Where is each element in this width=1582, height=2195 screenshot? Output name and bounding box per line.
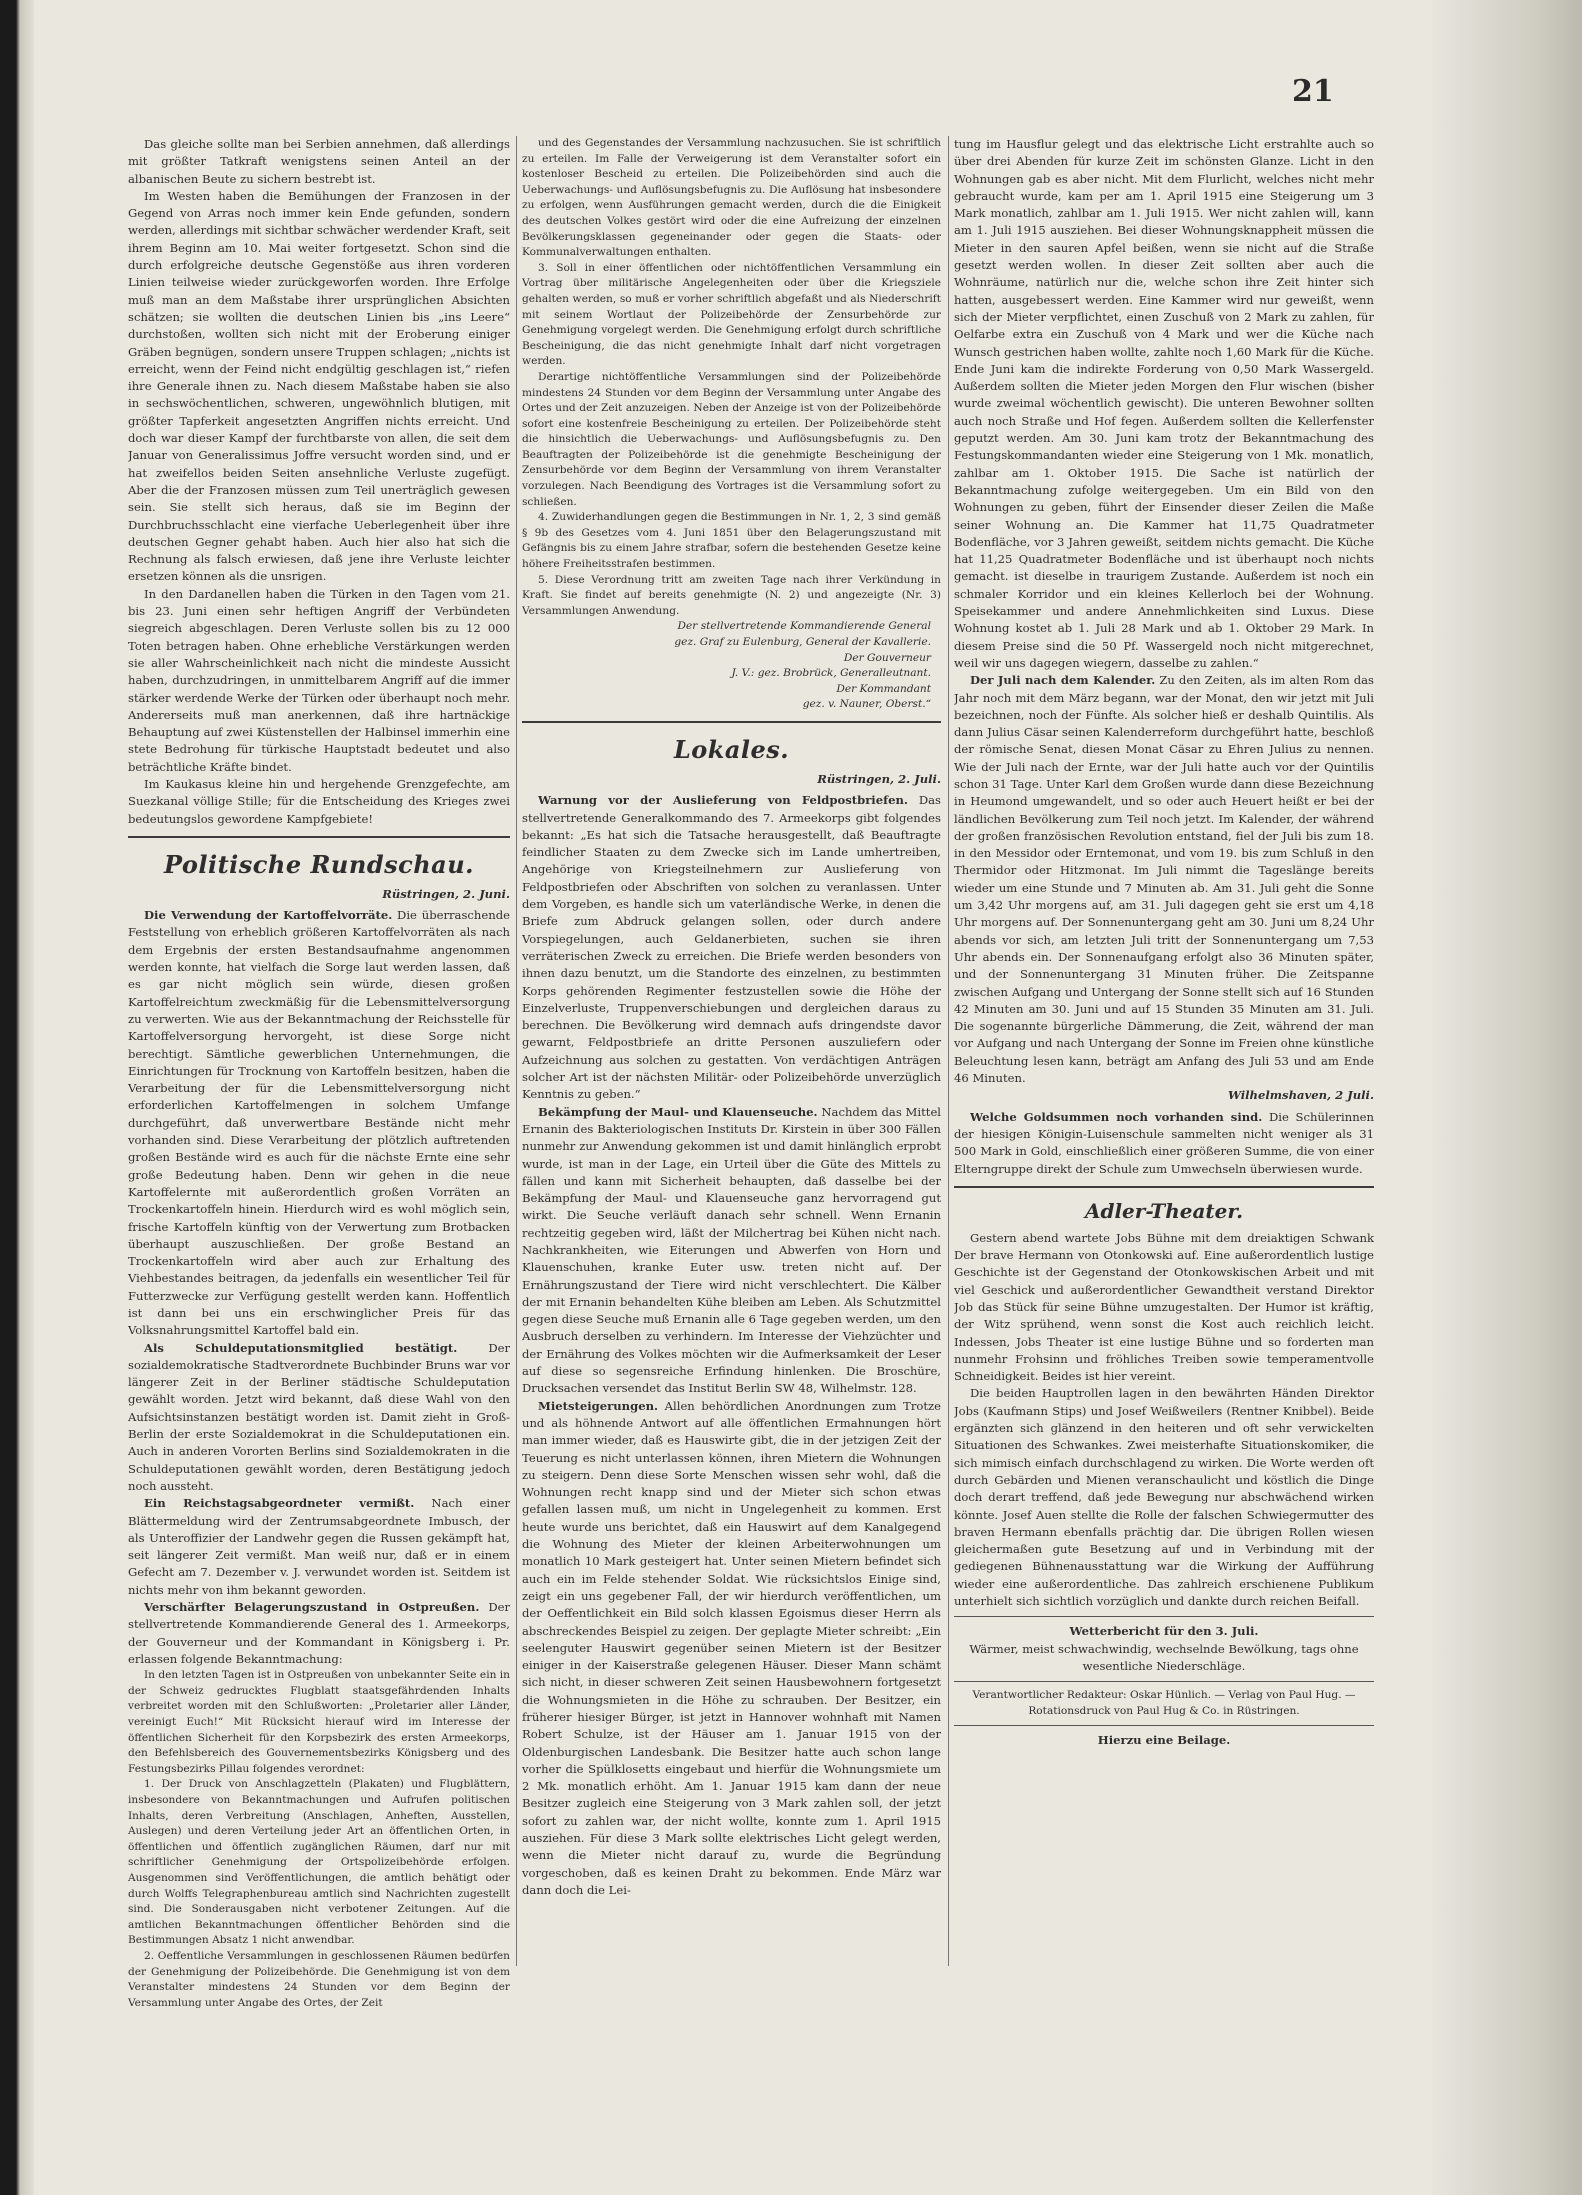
article bbox=[128, 1599, 510, 1668]
dateline: Wilhelmshaven, 2 Juli. bbox=[1227, 1088, 1374, 1103]
article-headline: Als Schuldeputationsmitglied bestätigt. bbox=[144, 1340, 458, 1355]
paragraph: tung im Hausflur gelegt und das elektrische Licht erstrahlte auch so über drei Abenden für kurze Zeit im schönsten Glanze. Licht in den Wohnungen gab es aber nicht. Mit dem Flurlicht, welches nicht mehr gebraucht wurde, kam per am 1. April 1915 eine Steigerung um 3 Mark monatlich, zahlbar am 1. Juli 1915. Wer nicht zahlen will, kann am 1. Juli 1915 ausziehen. Bei dieser Wohnungsknappheit müssen die Mieter in den sauren Apfel beißen, wenn sie nicht auf die Straße gesetzt werden wollen. In dieser Zeit sollten aber auch die Wohnräume, natürlich nur die, welche schon ihre Zeit hinter sich hatten, ausgebessert werden. Eine Kammer wird nur geweißt, wenn sich der Mieter verpflichtet, einen Zuschuß von 2 Mark zu zahlen, für Oelfarbe extra ein Zuschuß von 4 Mark und wer die Küche nach Wunsch gestrichen haben wollte, zahlte noch 1,60 Mark für die Küche. Ende Juni kam die indirekte Forderung von 0,50 Mark Wassergeld. Außerdem sollten die Mieter jeden Morgen den Flur wischen (bisher wurde zweimal wöchentlich gewischt). Die unteren Bewohner sollten auch noch Straße und Hof fegen. Außerdem sollten die Kellerfenster geputzt werden. Am 30. Juni kam trotz der Bekanntmachung des Festungskommandanten wieder eine Steigerung von 1 Mk. monatlich, zahlbar am 1. Oktober 1915. Die Sache ist natürlich der Bekanntmachung zufolge weitergegeben. Um ein Bild von den Wohnungen zu geben, führt der Einsender dieser Zeilen die Maße seiner Wohnung an. Die Kammer hat 11,75 Quadratmeter Bodenfläche, vor 3 Jahren geweißt, seitdem nichts gemacht. Die Küche hat 11,25 Quadratmeter Bodenfläche und ist überhaupt noch nichts gemacht. ist dieselbe in traurigem Zustande. Außerdem ist noch ein schmaler Korridor und ein kleines Kellerloch bei der Wohnung. Speisekammer und andere Annehmlichkeiten sind Luxus. Diese Wohnung kostet ab 1. Juli 28 Mark und ab 1. Oktober 29 Mark. In diesem Preise sind die 50 Pf. Wassergeld noch nicht mitgerechnet, weil wir uns dagegen wiegern, dasselbe zu zahlen.“ bbox=[954, 137, 1374, 670]
article bbox=[954, 672, 1374, 1087]
article-body: Die überraschende Feststellung von erheblich größeren Kartoffelvorräten als nach dem Ergebnis der ersten Bestandsaufnahme angenommen werden konnte, hat vielfach die Sorge laut werden lassen, daß es gar nicht möglich sein würde, diesen großen Kartoffelreichtum zweckmäßig für die Lebensmittelversorgung zu verwerten. Wie aus der Bekanntmachung der Reichsstelle für Kartoffelversorgung hervorgeht, ist diese Sorge nicht berechtigt. Sämtliche gewerblichen Unternehmungen, die Einrichtungen für Trocknung von Kartoffeln besitzen, haben die Verarbeitung der für die Lebensmittelversorgung nicht erforderlichen Kartoffelmengen in solchem Umfange durchgeführt, daß unverwertbare Bestände nicht mehr vorhanden sind. Diese Verarbeitung der plötzlich auftretenden großen Bestände wird es auch für die nächste Ernte eine sehr große Bedeutung haben. Denn wir gehen in die neue Kartoffelernte mit außerordentlich großen Vorräten an Trockenkartoffeln hinein. Hierdurch wird es wohl möglich sein, frische Kartoffeln künftig von der Verwertung zum Brotbacken überhaupt auszuschließen. Der große Bestand an Trockenkartoffeln wird aber auch zur Erhaltung des Viehbestandes beitragen, da jedenfalls ein wesentlicher Teil für Futterzwecke zur Verfügung gestellt werden kann. Hoffentlich ist dann bei uns ein erschwinglicher Preis für das Volksnahrungsmittel Kartoffel bald ein. bbox=[128, 908, 510, 1338]
signature-line: Der Kommandant bbox=[836, 682, 931, 695]
divider bbox=[954, 1681, 1374, 1682]
weather-report-title: Wetterbericht für den 3. Juli. bbox=[1069, 1624, 1259, 1639]
signature-line: gez. v. Nauner, Oberst.“ bbox=[802, 698, 931, 711]
article bbox=[128, 907, 510, 1339]
paragraph: Derartige nichtöffentliche Versammlungen sind der Polizeibehörde mindestens 24 Stunden vor dem Beginn der Versammlung unter Angabe des Ortes und der Zeit anzuzeigen. Neben der Anzeige ist von der Polizeibehörde sofort eine kostenfreie Bescheinigung zu erteilen. Der Polizeibehörde steht die hinsichtlich die Ueberwachungs- und Auflösungsbefugnis zu. Den Beauftragten der Polizeibehörde ist die genehmigte Bescheinigung der Zensurbehörde vor dem Beginn der Versammlung von ihrem Veranstalter vorzulegen. Nach Beendigung des Vortrages ist die Versammlung sofort zu schließen. bbox=[522, 370, 941, 508]
section-rule bbox=[954, 1186, 1374, 1188]
article-body: Nach einer Blättermeldung wird der Zentrumsabgeordnete Imbusch, der als Unteroffizier der Landwehr gegen die Russen gekämpft hat, seit längerer Zeit vermißt. Man weiß nur, daß er in einem Gefecht am 7. Dezember v. J. verwundet worden ist. Seitdem ist nichts mehr von ihm bekannt geworden. bbox=[128, 1496, 510, 1597]
column-rule bbox=[516, 136, 517, 1966]
paragraph: 1. Der Druck von Anschlagzetteln (Plakaten) und Flugblättern, insbesondere von Bekanntmachungen und Aufrufen politischen Inhalts, deren Verbreitung (Anschlagen, Anheften, Ausstellen, Auslegen) und deren Verteilung jeder Art an öffentlichen Orten, in öffentlichen und öffentlich zugänglichen Räumen, darf nur mit schriftlicher Genehmigung der Ortspolizeibehörde erfolgen. Ausgenommen sind Veröffentlichungen, die amtlich behätigt oder durch Wolffs Telegraphenbureau amtlich sind Nachrichten zugestellt sind. Die Sonderausgaben nicht verbotener Zeitungen. Auf die amtlichen Bekanntmachungen öffentlicher Behörden sind die Bestimmungen Absatz 1 nicht anwendbar. bbox=[128, 1778, 510, 1947]
column-rule bbox=[948, 136, 949, 1966]
article-headline: Welche Goldsummen noch vorhanden sind. bbox=[970, 1109, 1263, 1124]
article bbox=[954, 1109, 1374, 1178]
paragraph: und des Gegenstandes der Versammlung nachzusuchen. Sie ist schriftlich zu erteilen. Im Falle der Verweigerung ist dem Veranstalter sofort ein kostenloser Bescheid zu erteilen. Die Polizeibehörden sind auch die Ueberwachungs- und Auflösungsbefugnis zu. Die Auflösung hat insbesondere zu erfolgen, wenn Ausführungen gemacht werden, durch die die Einigkeit des deutschen Volkes gestört wird oder die eine Aufreizung der einzelnen Bevölkerungsklassen gegeneinander oder gegen die Staats- oder Kommunalverwaltungen enthalten. bbox=[522, 137, 941, 259]
article-body: Die Schülerinnen der hiesigen Königin-Luisenschule sammelten nicht weniger als 31 500 Mark in Gold, einschließlich einer größeren Summe, die von einer Elterngruppe direkt der Schule zum Umwechseln überwiesen wurde. bbox=[954, 1109, 1374, 1176]
signature-line: J. V.: gez. Brobrück, Generalleutnant. bbox=[731, 667, 931, 680]
column-3 bbox=[954, 136, 1374, 1750]
book-binding-edge bbox=[0, 0, 34, 2195]
section-title-politische-rundschau: Politische Rundschau. bbox=[163, 849, 475, 879]
section-rule bbox=[522, 721, 941, 723]
section-title-adler-theater: Adler-Theater. bbox=[1084, 1198, 1244, 1223]
article-headline: Warnung vor der Auslieferung von Feldpostbriefen. bbox=[538, 793, 908, 808]
article-body: Der stellvertretende Kommandierende General des 1. Armeekorps, der Gouverneur und der Kommandant in Königsberg i. Pr. erlassen folgende Bekanntmachung: bbox=[128, 1600, 510, 1666]
paragraph: Gestern abend wartete Jobs Bühne mit dem dreiaktigen Schwank Der brave Hermann von Otonkowski auf. Eine außerordentlich lustige Geschichte ist der Gegenstand der Otonkowskischen Arbeit und mit viel Geschick und außerordentlicher Gewandtheit verstand Direktor Job das Stück für seine Bühne umzugestalten. Der Humor ist kräftig, der Witz sprühend, wenn sonst die Kost auch reichlich leicht. Indessen, Jobs Theater ist eine lustige Bühne und so forderten man nunmehr Frohsinn und fröhliches Treiben sowie temperamentvolle Schneidigkeit. Beides ist hier vereint. bbox=[954, 1230, 1374, 1384]
article-headline: Mietsteigerungen. bbox=[538, 1398, 659, 1413]
divider bbox=[954, 1725, 1374, 1726]
article bbox=[128, 1340, 510, 1496]
article-body: Nachdem das Mittel Ernanin des Bakteriologischen Instituts Dr. Kirstein in über 300 Fällen nunmehr zur Anwendung gekommen ist und damit hinlänglich erprobt wurde, ist man in der Lage, ein Urteil über die Güte des Mittels zu fällen und kann mit Sicherheit behaupten, daß dasselbe bei der Bekämpfung der Maul- und Klauenseuche ganz hervorragend gut wirkt. Die Seuche verläuft danach sehr schnell. Wenn Ernanin rechtzeitig gegeben wird, läßt der Milchertrag bei Kühen nicht nach. Nachkrankheiten, wie Eiterungen und Abwerfen von Horn und Klauenschuhen, kranke Euter usw. treten nicht auf. Der Ernährungszustand der Tiere wird nicht verschlechtert. Die Kälber der mit Ernanin behandelten Kühe bleiben am Leben. Als Schutzmittel gegen diese Seuche muß Ernanin alle 6 Tage gegeben werden, um den Ausbruch derselben zu verhindern. Im Interesse der Viehzüchter und der Ernährung des Volkes möchten wir die Aufmerksamkeit der Leser auf diese so segensreiche Erfindung hinlenken. Die Broschüre, Drucksachen versendet das Institut Berlin SW 48, Wilhelmstr. 128. bbox=[522, 1104, 941, 1396]
paragraph: 4. Zuwiderhandlungen gegen die Bestimmungen in Nr. 1, 2, 3 sind gemäß § 9b des Gesetzes vom 4. Juni 1851 über den Belagerungszustand mit Gefängnis bis zu einem Jahre strafbar, sofern die bestehenden Gesetze keine höhere Freiheitsstrafen bestimmen. bbox=[522, 511, 941, 571]
article bbox=[522, 1398, 941, 1900]
article bbox=[522, 1104, 941, 1398]
paragraph: In den letzten Tagen ist in Ostpreußen von unbekannter Seite ein in der Schweiz gedrucktes Flugblatt staatsgefährdenden Inhalts verbreitet worden mit den Schlußworten: „Proletarier aller Länder, vereinigt Euch!“ Mit Rücksicht hierauf wird im Interesse der öffentlichen Sicherheit für den Korpsbezirk des ersten Armeekorps, den Befehlsbereich des Gouvernementsbezirks Königsberg und des Festungsbezirks Pillau folgendes verordnet: bbox=[128, 1669, 510, 1775]
divider bbox=[954, 1616, 1374, 1617]
paragraph: Die beiden Hauptrollen lagen in den bewährten Händen Direktor Jobs (Kaufmann Stips) und Josef Weißweilers (Rentner Knibbel). Beide ergänzten sich glänzend in den heiteren und oft sehr verwickelten Situationen des Schwankes. Zwei meisterhafte Situationskomiker, die sich mimisch einfach durchschlagend zu wirken. Die Worte werden oft durch Gebärden und Mienen veranschaulicht und köstlich die Dinge doch derart treffend, daß jede Bewegung nur abschwächend wirken könnte. Josef Auen stellte die Rolle der falschen Schwiegermutter des braven Hermann ebenfalls prächtig dar. Die übrigen Rollen wiesen gleichermaßen gute Besetzung auf und in Verbindung mit der gediegenen Bühnenausstattung war die Wirkung der Aufführung wieder eine außerordentliche. Das zahlreich erschienene Publikum unterhielt sich sichtlich vorzüglich und dankte durch reichen Beifall. bbox=[954, 1386, 1374, 1609]
article-headline: Die Verwendung der Kartoffelvorräte. bbox=[144, 908, 393, 923]
paragraph: In den Dardanellen haben die Türken in den Tagen vom 21. bis 23. Juni einen sehr heftigen Angriff der Verbündeten siegreich abgeschlagen. Deren Verluste sollen bis zu 12 000 Toten betragen haben. Ohne erhebliche Verstärkungen werden sie aller Wahrscheinlichkeit nach nicht die mindeste Aussicht haben, durchzudringen, in unmittelbarem Angriff auf die immer stärker werdende Werke der Türken oder überhaupt noch mehr. Andererseits muß man anerkennen, daß ihre hartnäckige Behauptung auf zwei Küstenstellen der Halbinsel immerhin eine stete Bedrohung für türkische Hauptstadt bedeutet und also beträchtliche Kräfte bindet. bbox=[128, 586, 510, 774]
weather-report: Wärmer, meist schwachwindig, wechselnde Bewölkung, tags ohne wesentliche Niederschläge. bbox=[969, 1641, 1359, 1673]
dateline: Rüstringen, 2. Juli. bbox=[817, 771, 941, 786]
paragraph: 5. Diese Verordnung tritt am zweiten Tage nach ihrer Verkündung in Kraft. Sie findet auf bereits genehmigte (N. 2) und angezeigte (Nr. 3) Versammlungen Anwendung. bbox=[522, 573, 941, 617]
signature-line: gez. Graf zu Eulenburg, General der Kavallerie. bbox=[674, 636, 931, 648]
article-headline: Bekämpfung der Maul- und Klauenseuche. bbox=[538, 1104, 818, 1119]
section-rule bbox=[128, 836, 510, 838]
page-number: 21 bbox=[1292, 74, 1334, 109]
supplement-note: Hierzu eine Beilage. bbox=[1097, 1733, 1231, 1748]
column-2 bbox=[522, 136, 941, 1899]
paragraph: Im Westen haben die Bemühungen der Franzosen in der Gegend von Arras noch immer kein Ende gefunden, sondern werden, allerdings mit sichtbar schwächer werdender Kraft, seit ihrem Beginn am 10. Mai weiter fortgesetzt. Schon sind die durch erfolgreiche deutsche Gegenstöße aus ihren vorderen Linien teilweise wieder zurückgeworfen worden. Ihre Erfolge muß man an dem Maßstabe ihrer ursprünglichen Absichten schätzen; sie wollten die deutschen Linien bis „ins Leere“ durchstoßen, wollten sich nicht mit der Eroberung einiger Gräben begnügen, sondern unsere Truppen schlagen; „nichts ist erreicht, wenn der Feind nicht endgültig geschlagen ist,“ riefen ihre Generale ihnen zu. Nach diesem Maßstabe haben sie also in sechswöchentlichen, schweren, ungewöhnlich blutigen, mit größter Tapferkeit angesetzten Angriffen nichts erreicht. Und doch war dieser Kampf der furchtbarste von allen, die seit dem Januar von Generalissimus Joffre versucht worden sind, und er hat zweifellos beiden Seiten ansehnliche Verluste zugefügt. Aber die der Franzosen müssen zum Teil unerträglich gewesen sein. Sie stellt sich heraus, daß sie im Beginn der Durchbruchsschlacht eine vierfache Ueberlegenheit über ihre deutschen Gegner gehabt haben. Auch hier also hat sich die Rechnung als falsch erwiesen, daß jene ihre Verluste leichter ersetzen können als die unsrigen. bbox=[128, 188, 510, 584]
imprint: Verantwortlicher Redakteur: Oskar Hünlich. — Verlag von Paul Hug. — Rotationsdruck von Paul Hug & Co. in Rüstringen. bbox=[972, 1689, 1356, 1717]
paragraph: Das gleiche sollte man bei Serbien annehmen, daß allerdings mit größter Tatkraft wenigstens seinen Anteil an der albanischen Beute zu sichern bestrebt ist. bbox=[128, 137, 510, 186]
article-body: Allen behördlichen Anordnungen zum Trotze und als höhnende Antwort auf alle öffentlichen Ermahnungen hört man immer wieder, daß es Hauswirte gibt, die in der jetzigen Zeit der Teuerung es nicht unterlassen können, ihren Mietern die Wohnungen zu steigern. Denn diese Sorte Menschen wissen sehr wohl, daß die Wohnungen recht knapp sind und der Mieter sich schon etwas gefallen lassen muß, um nicht in Ungelegenheit zu kommen. Erst heute wurde uns berichtet, daß ein Hauswirt auf dem Kanalgegend die Wohnung des Mieter der kleinen Arbeiterwohnungen um monatlich 10 Mark gesteigert hat. Unter seinen Mietern befindet sich auch ein im Felde stehender Soldat. Wie rücksichtslos Einige sind, zeigt ein uns gegebener Fall, der wir hierdurch veröffentlichen, um der Oeffentlichkeit ein Bild solch klassen Egoismus dieser Herrn als abschreckendes Beispiel zu zeigen. Der geplagte Mieter schreibt: „Ein seelenguter Hauswirt gegenüber seinen Mietern ist der Besitzer einiger in der Kaiserstraße gelegenen Häuser. Dieser Mann schämt sich nicht, in dieser schweren Zeit seinen Hausbewohnern fortgesetzt die Wohnungsmieten in die Höhe zu schrauben. Der Besitzer, ein früherer hiesiger Bürger, ist jetzt in Hannover wohnhaft mit Namen Robert Schulze, ist der Häuser am 1. Januar 1915 von der Oldenburgischen Landesbank. Die Besitzer hatte auch schon lange vorher die Spülklosetts eingebaut und hierfür die Wohnungsmiete um 2 Mk. monatlich erhöht. Am 1. Januar 1915 kam dann der neue Besitzer zugleich eine Steigerung von 3 Mark zahlen soll, der jetzt sofort zu zahlen war, der nicht wollte, konnte zum 1. April 1915 ausziehen. Für diese 3 Mark sollte elektrisches Licht gelegt werden, wenn die Mieter nicht darauf zu, wurde die Begründung vorgeschoben, daß es keinen Draht zu bekommen. Ende März war dann doch die Lei- bbox=[522, 1398, 941, 1897]
paragraph: Im Kaukasus kleine hin und hergehende Grenzgefechte, am Suezkanal völlige Stille; für die Entscheidung des Krieges zwei bedeutungslos gewordene Kampfgebiete! bbox=[128, 776, 510, 826]
article-headline: Verschärfter Belagerungszustand in Ostpreußen. bbox=[144, 1600, 480, 1615]
paragraph: 3. Soll in einer öffentlichen oder nichtöffentlichen Versammlung ein Vortrag über militärische Angelegenheiten oder über die Kriegsziele gehalten werden, so muß er vorher schriftlich abgefaßt und als Niederschrift mit seinem Wortlaut der Polizeibehörde der Zensurbehörde zur Genehmigung vorgelegt werden. Die Genehmigung erfolgt durch schriftliche Bescheinigung, die das nicht genehmigte Inhalt darf nicht vorgetragen werden. bbox=[522, 261, 941, 368]
article-body: Zu den Zeiten, als im alten Rom das Jahr noch mit dem März begann, war der Monat, den wir jetzt mit Juli bezeichnen, noch der Fünfte. Als solcher hieß er deshalb Quintilis. Als dann Julius Cäsar seinen Kalenderreform durchgeführt hatte, beschloß der römische Senat, diesen Monat Cäsar zu Ehren Julius zu nennen. Wie der Juli nach der Ernte, war der Juli hatte auch vor der Quintilis schon 31 Tage. Unter Karl dem Großen wurde dann diese Bezeichnung in Heumond umgewandelt, und so oder auch Heuert heißt er bei der ländlichen Bevölkerung zum Teil noch jetzt. Im Kalender, der während der großen französischen Revolution entstand, fiel der Juli bis zum 18. in den Messidor oder Erntemonat, und vom 19. bis zum Schluß in den Thermidor oder Hitzmonat. Im Juli nimmt die Tageslänge bereits wieder um eine Stunde und 7 Minuten ab. Am 31. Juli geht die Sonne um 3,42 Uhr morgens auf, am 31. Juli dagegen geht sie erst um 4,18 Uhr morgens auf. Der Sonnenuntergang geht am 30. Juni um 8,24 Uhr abends vor sich, am letzten Juli tritt der Sonnenuntergang um 7,53 Uhr abends ein. Der Sonnenaufgang erfolgt also 36 Minuten später, und der Sonnenuntergang 31 Minuten früher. Die Zeitspanne zwischen Aufgang und Untergang der Sonne stellt sich auf 16 Stunden 42 Minuten am 30. Juni und auf 15 Stunden 35 Minuten am 31. Juli. Die sogenannte bürgerliche Dämmerung, die Zeit, während der man vor Aufgang und nach Untergang der Sonne im Freien ohne künstliche Beleuchtung lesen kann, beträgt am Anfang des Juli 53 und am Ende 46 Minuten. bbox=[954, 673, 1374, 1086]
article bbox=[522, 792, 941, 1103]
article-body: Das stellvertretende Generalkommando des 7. Armeekorps gibt folgendes bekannt: „Es hat sich die Tatsache herausgestellt, daß Beauftragte feindlicher Staaten zu dem Zwecke sich im Lande umhertreiben, Angehörige von Kriegsteilnehmern zur Auslieferung von Feldpostbriefen oder Abschriften von solchen zu veranlassen. Unter dem Vorgeben, es handle sich um vaterländische Werke, in denen die Briefe zum Abdruck gelangen sollen, oder durch andere Vorspiegelungen, auch Geldanerbieten, suchen sie ihren verräterischen Zweck zu erreichen. Die Briefe werden besonders von ihnen dazu benutzt, um die Standorte des einzelnen, zu bestimmten Korps gehörenden Regimenter festzustellen sowie die Höhe der Einzelverluste, Truppenverschiebungen und dergleichen daraus zu berechnen. Die Bevölkerung wird demnach aufs dringendste davor gewarnt, Feldpostbriefe an dritte Personen auszuliefern oder Aufzeichnung aus solchen zu gestatten. Von verdächtigen Anträgen solcher Art ist der nächsten Militär- oder Polizeibehörde unverzüglich Kenntnis zu geben.“ bbox=[522, 793, 941, 1102]
article-headline: Ein Reichstagsabgeordneter vermißt. bbox=[144, 1496, 415, 1511]
paragraph: 2. Oeffentliche Versammlungen in geschlossenen Räumen bedürfen der Genehmigung der Polizeibehörde. Die Genehmigung ist von dem Veranstalter mindestens 24 Stunden vor dem Beginn der Versammlung unter Angabe des Ortes, der Zeit bbox=[128, 1949, 510, 2009]
section-title-lokales: Lokales. bbox=[673, 734, 790, 764]
article-headline: Der Juli nach dem Kalender. bbox=[970, 673, 1156, 688]
column-1 bbox=[128, 136, 510, 2011]
signature-line: Der stellvertretende Kommandierende General bbox=[677, 620, 931, 633]
dateline: Rüstringen, 2. Juni. bbox=[382, 886, 510, 901]
article-body: Der sozialdemokratische Stadtverordnete Buchbinder Bruns war vor längerer Zeit in der Berliner städtische Schuldeputation gewählt worden. Jetzt wird bekannt, daß diese Wahl von den Aufsichtsinstanzen bestätigt worden ist. Damit zieht in Groß-Berlin der erste Sozialdemokrat in die Schuldeputationen ein. Auch in anderen Vororten Berlins sind Sozialdemokraten in die Schuldeputationen gewählt worden, deren Bestätigung jedoch noch aussteht. bbox=[128, 1340, 510, 1493]
signature-line: Der Gouverneur bbox=[843, 651, 931, 664]
article bbox=[128, 1495, 510, 1599]
page-stack-edge bbox=[1432, 0, 1582, 2195]
